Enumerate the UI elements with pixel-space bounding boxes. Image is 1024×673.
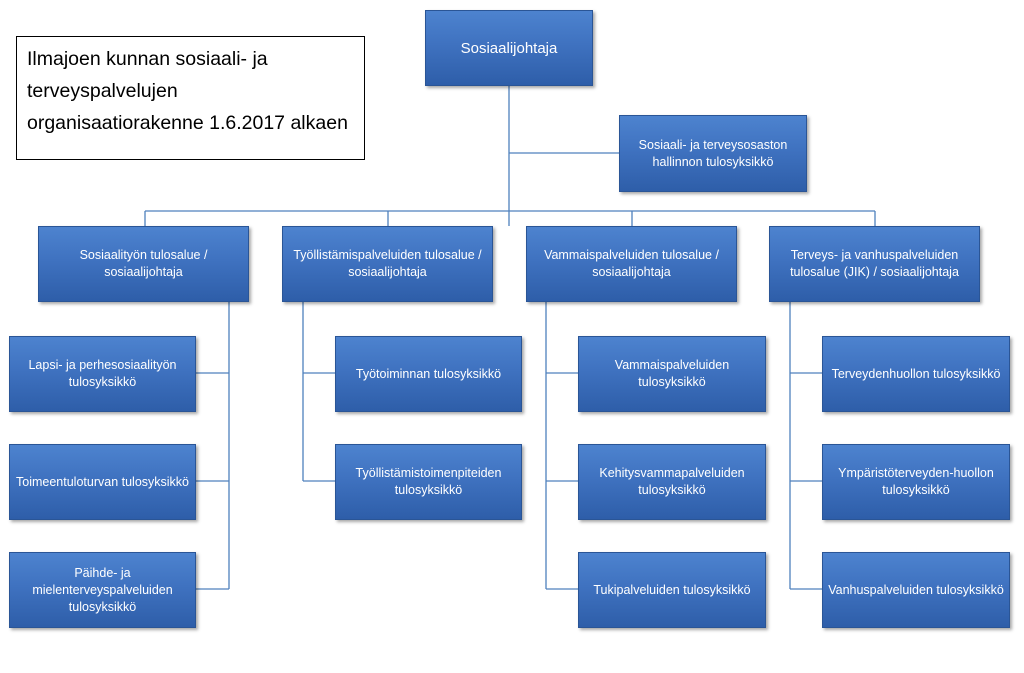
unit-box: Lapsi- ja perhesosiaalityön tulosyksikkö — [9, 336, 196, 412]
area-box-social-work: Sosiaalityön tulosalue / sosiaalijohtaja — [38, 226, 249, 302]
unit-box: Vanhuspalveluiden tulosyksikkö — [822, 552, 1010, 628]
unit-box: Kehitysvammapalveluiden tulosyksikkö — [578, 444, 766, 520]
unit-box: Vammaispalveluiden tulosyksikkö — [578, 336, 766, 412]
area-box-employment: Työllistämispalveluiden tulosalue / sosiaalijohtaja — [282, 226, 493, 302]
unit-box: Päihde- ja mielenterveyspalveluiden tulosyksikkö — [9, 552, 196, 628]
unit-box: Työllistämistoimenpiteiden tulosyksikkö — [335, 444, 522, 520]
admin-unit-box: Sosiaali- ja terveysosaston hallinnon tulosyksikkö — [619, 115, 807, 192]
unit-box: Tukipalveluiden tulosyksikkö — [578, 552, 766, 628]
unit-box: Ympäristöterveyden-huollon tulosyksikkö — [822, 444, 1010, 520]
unit-box: Työtoiminnan tulosyksikkö — [335, 336, 522, 412]
chart-title: Ilmajoen kunnan sosiaali- ja terveyspalvelujen organisaatiorakenne 1.6.2017 alkaen — [16, 36, 365, 160]
area-box-health-elderly: Terveys- ja vanhuspalveluiden tulosalue (JIK) / sosiaalijohtaja — [769, 226, 980, 302]
unit-box: Toimeentuloturvan tulosyksikkö — [9, 444, 196, 520]
area-box-disability: Vammaispalveluiden tulosalue / sosiaalijohtaja — [526, 226, 737, 302]
unit-box: Terveydenhuollon tulosyksikkö — [822, 336, 1010, 412]
director-box: Sosiaalijohtaja — [425, 10, 593, 86]
